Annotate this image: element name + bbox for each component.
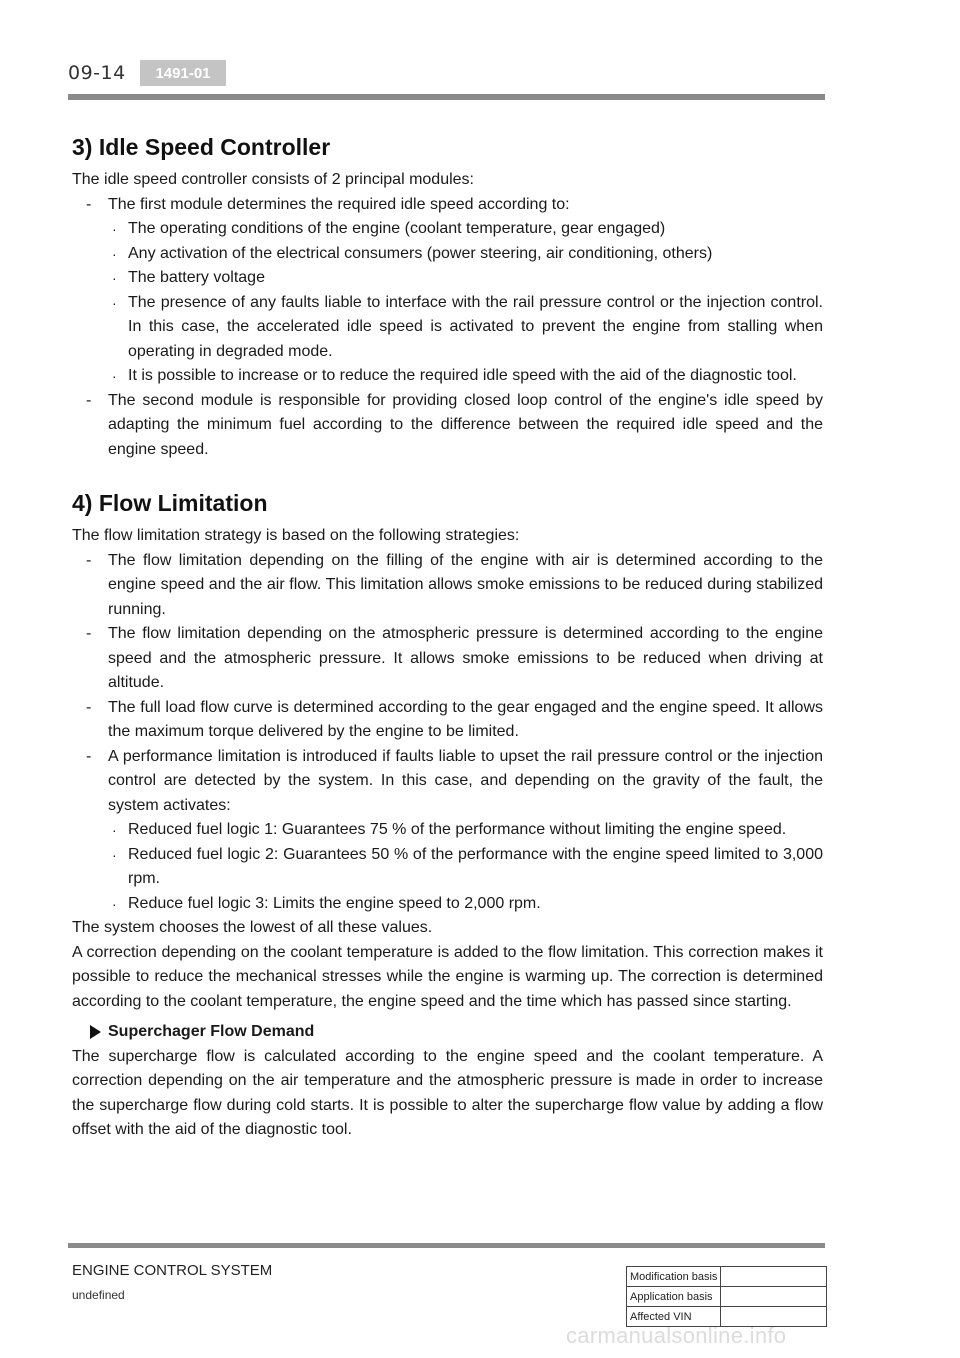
sub-list-item-text: Any activation of the electrical consumers (power steering, air conditioning, others) [128,244,713,262]
dash-marker: - [86,698,92,716]
list-item-text: A performance limitation is introduced if faults liable to upset the rail pressure control or the injection control are detected by the system. In this case, and depending on the gravity of the fault, the system activates: [108,747,823,814]
bullet-marker: · [112,846,117,863]
list-item [72,193,823,218]
list-item-text: The second module is responsible for providing closed loop control of the engine's idle speed by adapting the minimum fuel according to the difference between the required idle speed and the engine speed. [108,391,823,458]
bullet-marker: · [112,368,117,384]
section-4-intro: The flow limitation strategy is based on the following strategies: [72,527,520,544]
sub-list-item-text: The presence of any faults liable to interface with the rail pressure control or the injection control. In this case, the accelerated idle speed is activated to prevent the engine from stalling when operating in degraded mode. [128,293,823,360]
subheading-text: Superchager Flow Demand [108,1023,315,1040]
sub-list-item [72,843,823,892]
triangle-right-icon [90,1025,101,1039]
section-code-badge: 1491-01 [140,60,226,86]
paragraph: A correction depending on the coolant temperature is added to the flow limitation. This correction makes it possible to reduce the mechanical stresses while the engine is warming up. The correction is determined according to the coolant temperature, the engine speed and the time which has passed since starting. [72,943,823,1010]
list-item-text: The full load flow curve is determined according to the gear engaged and the engine speed. It allows the maximum torque delivered by the engine to be limited. [108,698,823,740]
section-3-title: 3) Idle Speed Controller [72,134,331,160]
dash-marker: - [86,195,92,213]
supercharger-subheading [72,1020,823,1045]
basis-table [626,1266,827,1327]
sub-list-item-text: The operating conditions of the engine (coolant temperature, gear engaged) [128,220,666,237]
list-item-text: The first module determines the required idle speed according to: [108,195,570,213]
footer-title: ENGINE CONTROL SYSTEM [72,1262,273,1279]
sub-list-item [72,364,823,389]
paragraph: The supercharge flow is calculated according to the engine speed and the coolant temperature. A correction depending on the air temperature and the atmospheric pressure is made in order to increase the supercharge flow during cold starts. It is possible to alter the supercharge flow value by adding a flow offset with the aid of the diagnostic tool. [72,1047,823,1138]
section-3-intro: The idle speed controller consists of 2 principal modules: [72,171,474,188]
sub-list-item-text: Reduced fuel logic 1: Guarantees 75 % of the performance without limiting the engine speed. [128,821,787,838]
table-cell-label: Affected VIN [627,1307,721,1327]
page-content [72,132,823,1143]
sub-list-item [72,291,823,365]
sub-list-item-text: Reduce fuel logic 3: Limits the engine speed to 2,000 rpm. [128,894,541,912]
list-item [72,696,823,745]
sub-list-item [72,242,823,267]
footer-subtitle: undefined [72,1288,125,1302]
bullet-marker: · [112,294,117,311]
bullet-marker: · [112,270,117,286]
section-4-title: 4) Flow Limitation [72,490,268,516]
footer-divider [68,1243,825,1248]
dash-marker: - [86,551,92,569]
table-cell-value [721,1287,827,1307]
table-cell-label: Modification basis [627,1267,721,1287]
sub-list-item-text: Reduced fuel logic 2: Guarantees 50 % of the performance with the engine speed limited to 3,000 rpm. [128,845,823,887]
bullet-marker: · [112,822,117,838]
list-item [72,389,823,463]
page-number: 09-14 [68,62,126,84]
table-row [627,1287,827,1307]
sub-list-item-text: It is possible to increase or to reduce the required idle speed with the aid of the diagnostic tool. [128,367,797,384]
header-divider [68,94,825,100]
table-cell-label: Application basis [627,1287,721,1307]
sub-list-item [72,892,823,917]
dash-marker: - [86,747,92,765]
list-item [72,622,823,696]
sub-list-item-text: The battery voltage [128,269,265,286]
sub-list-item [72,217,823,242]
dash-marker: - [86,625,92,642]
list-item-text: The flow limitation depending on the atmospheric pressure is determined according to the engine speed and the atmospheric pressure. It allows smoke emissions to be reduced when driving at altitude. [108,625,823,691]
watermark: carmanualsonline.info [566,1323,787,1348]
list-item [72,549,823,623]
paragraph: The system chooses the lowest of all these values. [72,919,433,936]
bullet-marker: · [112,245,117,262]
sub-list-item [72,818,823,843]
list-item-text: The flow limitation depending on the filling of the engine with air is determined according to the engine speed and the air flow. This limitation allows smoke emissions to be reduced during stabilized running. [108,551,823,618]
sub-list-item [72,266,823,291]
bullet-marker: · [112,221,117,237]
table-row [627,1267,827,1287]
list-item [72,745,823,819]
table-cell-value [721,1267,827,1287]
bullet-marker: · [112,895,117,912]
dash-marker: - [86,391,92,409]
